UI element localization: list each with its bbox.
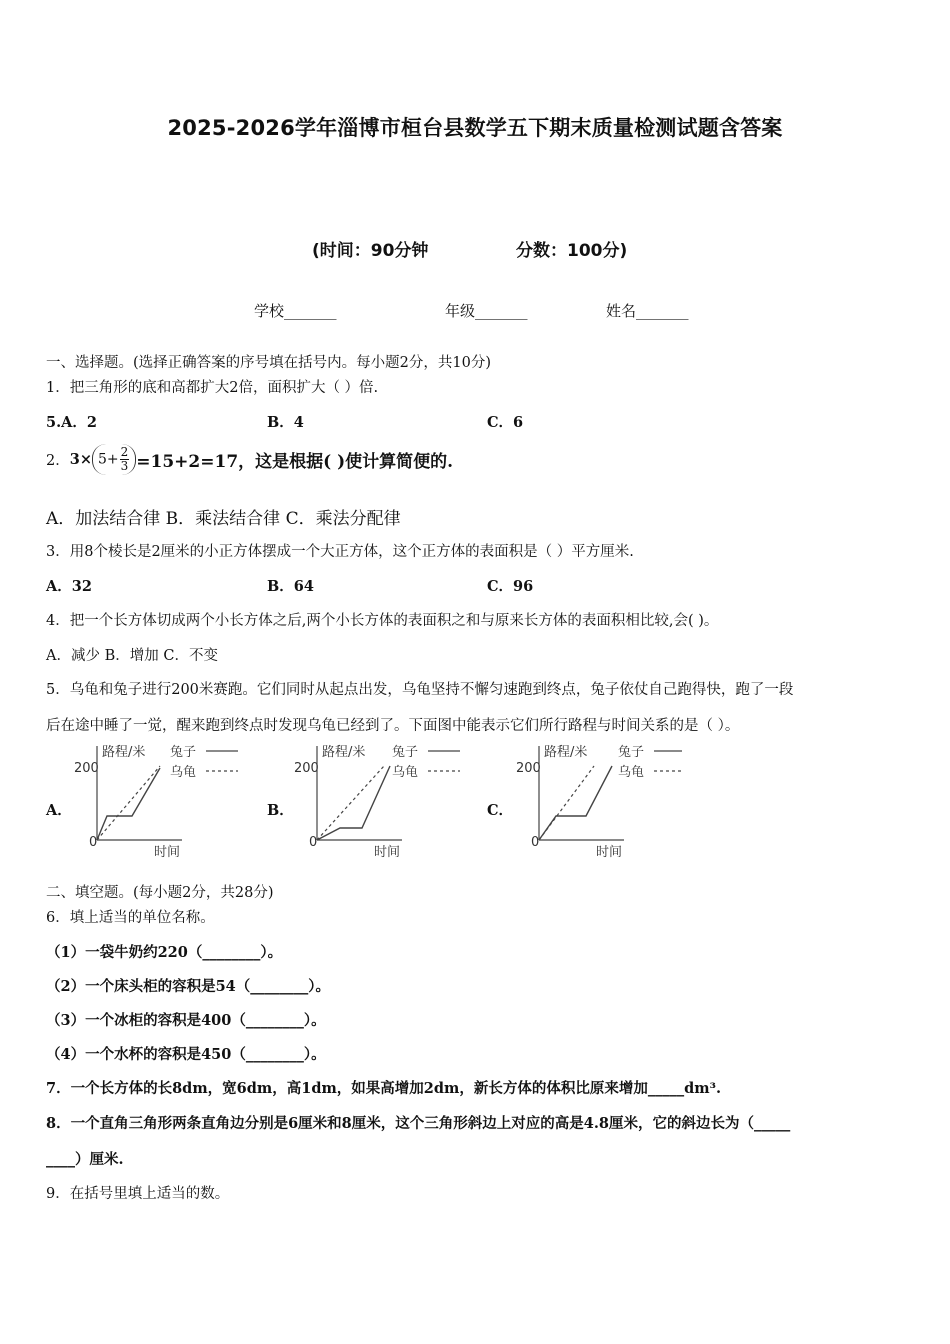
q5-option-a: A． [46, 802, 72, 819]
graph-c-xlabel: 时间 [596, 845, 623, 860]
graph-c-rabbit-line [539, 766, 612, 840]
q2-fraction [120, 446, 130, 473]
q2-frac-den: 3 [120, 459, 129, 473]
q3-text: 3．用8个棱长是2厘米的小正方体摆成一个大正方体，这个正方体的表面积是（ ）平方厘米. [46, 544, 634, 560]
q1-option-a: 5.A．2 [46, 414, 97, 431]
graph-c-ylabel: 路程/米 [544, 745, 588, 760]
q6-part3: （3）一个冰柜的容积是400（________）。 [46, 1012, 326, 1029]
graph-a-turtle-line [97, 766, 160, 840]
score-label: 分数：100分) [516, 241, 628, 261]
q9-text: 9．在括号里填上适当的数。 [46, 1186, 230, 1202]
q2-prefix: 3× [69, 451, 92, 468]
graph-c-origin: 0 [531, 835, 540, 850]
q3-option-b: B．64 [267, 578, 314, 595]
graph-c-turtle-line [539, 766, 594, 840]
graph-b-rabbit-line [317, 766, 390, 840]
q1-option-b: B．4 [267, 414, 304, 431]
q6-text: 6．填上适当的单位名称。 [46, 910, 215, 926]
q2-options: A．加法结合律 B．乘法结合律 C．乘法分配律 [46, 509, 401, 529]
q5-option-c: C． [487, 802, 514, 819]
q5-graph-c [514, 740, 684, 860]
section2-heading: 二、填空题。(每小题2分，共28分) [46, 885, 274, 901]
school-field: 学校_______ [254, 302, 337, 320]
page-title: 2025-2026学年淄博市桓台县数学五下期末质量检测试题含答案 [167, 116, 783, 140]
q2-expression [46, 444, 453, 475]
q4-options: A．减少 B．增加 C．不变 [46, 648, 218, 664]
q1-option-c: C．6 [487, 414, 524, 431]
graph-b-origin: 0 [309, 835, 318, 850]
q2-post: =15+2=17，这是根据( )使计算简便的. [136, 452, 454, 472]
q3-option-a: A．32 [46, 578, 92, 595]
graph-a-turtle-label: 乌龟 [170, 765, 197, 780]
q5-graph-b [292, 740, 462, 860]
q3-option-c: C．96 [487, 578, 534, 595]
q6-part4: （4）一个水杯的容积是450（________）。 [46, 1046, 326, 1063]
graph-a-xlabel: 时间 [154, 845, 181, 860]
q5-option-b: B． [267, 802, 294, 819]
q8-line1: 8．一个直角三角形两条直角边分别是6厘米和8厘米，这个三角形斜边上对应的高是4.8厘米，它的斜边长为（_____ [46, 1115, 791, 1132]
q2-number: 2． [46, 453, 70, 469]
q2-paren-group [92, 444, 136, 475]
q2-frac-num: 2 [120, 445, 129, 459]
q2-inner: 5+ [97, 451, 119, 468]
graph-b-turtle-label: 乌龟 [392, 765, 419, 780]
graph-c-turtle-label: 乌龟 [618, 765, 645, 780]
q7-text: 7．一个长方体的长8dm，宽6dm，高1dm，如果高增加2dm，新长方体的体积比原来增加_____dm³. [46, 1080, 721, 1097]
graph-b-rabbit-label: 兔子 [392, 745, 419, 760]
q5-graph-a [72, 740, 242, 860]
q6-part2: （2）一个床头柜的容积是54（________）。 [46, 978, 331, 995]
graph-b-xlabel: 时间 [374, 845, 401, 860]
q6-part1: （1）一袋牛奶约220（________）。 [46, 944, 283, 961]
graph-b-ylabel: 路程/米 [322, 745, 366, 760]
grade-field: 年级_______ [445, 302, 528, 320]
graph-a-rabbit-label: 兔子 [170, 745, 197, 760]
q4-text: 4．把一个长方体切成两个小长方体之后,两个小长方体的表面积之和与原来长方体的表面积相比较,会( )。 [46, 613, 719, 629]
graph-c-y200: 200 [516, 761, 541, 776]
graph-a-y200: 200 [74, 761, 99, 776]
q8-line2: ____）厘米. [46, 1151, 124, 1168]
q5-line2: 后在途中睡了一觉，醒来跑到终点时发现乌龟已经到了。下面图中能表示它们所行路程与时间关系的是（ ）。 [46, 718, 740, 734]
graph-a-ylabel: 路程/米 [102, 745, 146, 760]
time-label: (时间：90分钟 [312, 241, 429, 261]
graph-b-y200: 200 [294, 761, 319, 776]
section1-heading: 一、选择题。(选择正确答案的序号填在括号内。每小题2分，共10分) [46, 355, 491, 371]
name-field: 姓名_______ [606, 302, 689, 320]
q5-line1: 5．乌龟和兔子进行200米赛跑。它们同时从起点出发，乌龟坚持不懈匀速跑到终点，兔子依仗自己跑得快，跑了一段 [46, 682, 794, 698]
q1-text: 1．把三角形的底和高都扩大2倍，面积扩大（ ）倍. [46, 380, 379, 396]
graph-c-rabbit-label: 兔子 [618, 745, 645, 760]
graph-a-origin: 0 [89, 835, 98, 850]
